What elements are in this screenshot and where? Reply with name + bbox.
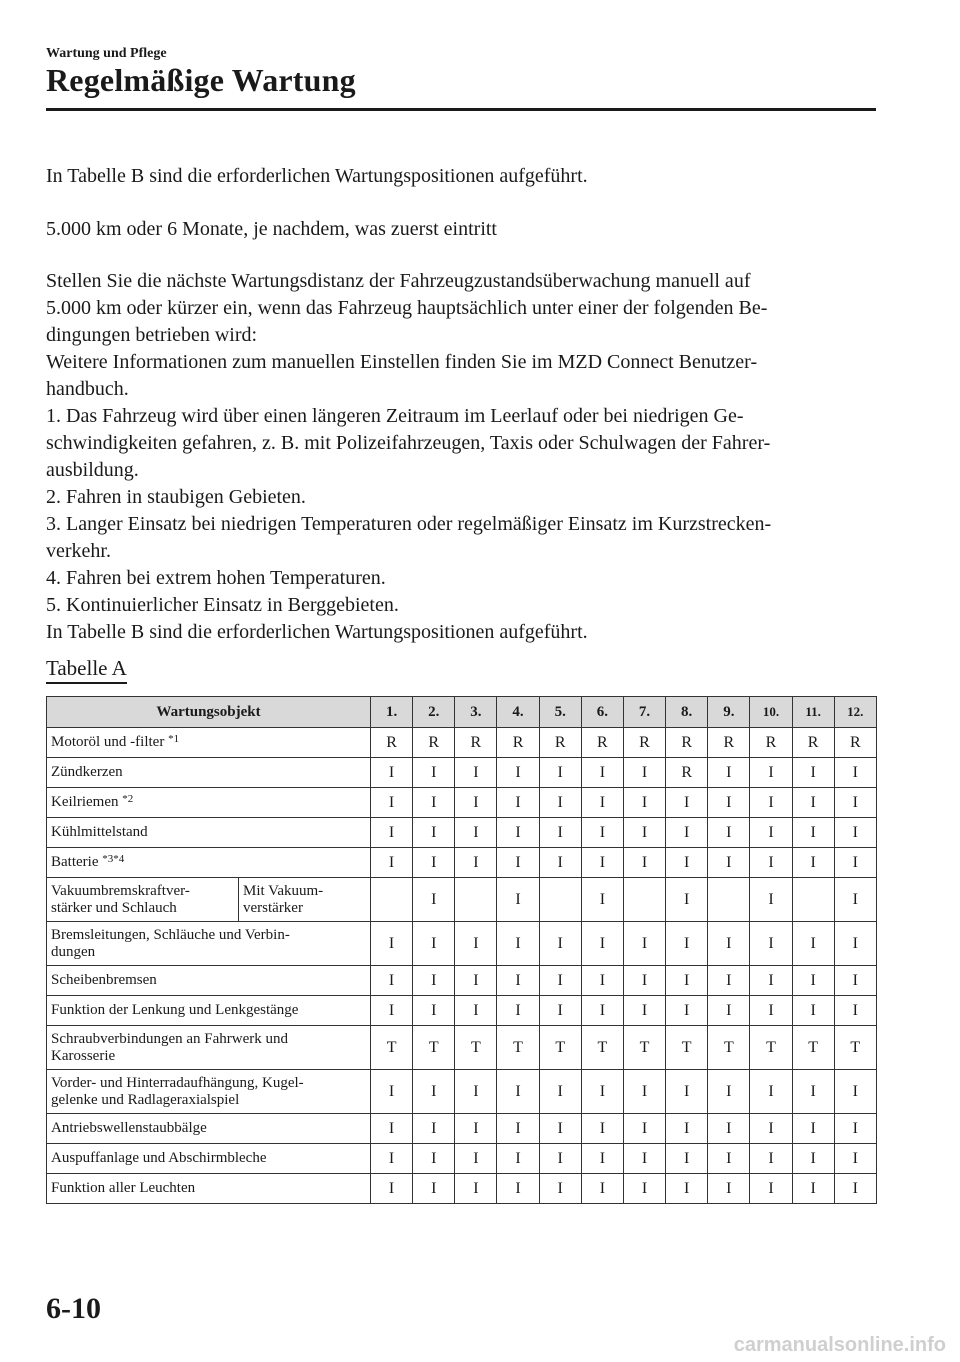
header-cell-object: Wartungsobjekt xyxy=(47,697,371,728)
interval-cell: I xyxy=(792,966,834,996)
interval-cell: I xyxy=(455,922,497,966)
interval-cell: T xyxy=(413,1026,455,1070)
interval-cell: I xyxy=(413,878,455,922)
interval-cell: I xyxy=(834,1114,876,1144)
row-label-text: Keilriemen xyxy=(51,794,123,810)
interval-cell: I xyxy=(371,922,413,966)
interval-cell: I xyxy=(750,922,792,966)
interval-cell: R xyxy=(750,728,792,758)
header-cell-interval: 5. xyxy=(539,697,581,728)
header-cell-interval: 2. xyxy=(413,697,455,728)
paragraph-line: 2. Fahren in staubigen Gebieten. xyxy=(46,486,306,508)
row-label-text: Auspuffanlage und Abschirmbleche xyxy=(51,1150,267,1166)
row-label xyxy=(47,818,371,848)
paragraph-line: handbuch. xyxy=(46,378,129,400)
interval-cell: I xyxy=(666,966,708,996)
interval-cell: I xyxy=(708,966,750,996)
interval-cell: I xyxy=(708,1070,750,1114)
interval-cell: I xyxy=(455,848,497,878)
interval-cell: T xyxy=(792,1026,834,1070)
interval-cell: I xyxy=(539,1144,581,1174)
row-label-text: stärker und Schlauch xyxy=(51,899,177,916)
row-label xyxy=(47,848,371,878)
interval-cell: I xyxy=(455,1144,497,1174)
interval-cell: I xyxy=(371,848,413,878)
interval-cell: I xyxy=(708,996,750,1026)
interval-cell: I xyxy=(750,996,792,1026)
table-row xyxy=(47,996,877,1026)
row-sublabel xyxy=(239,878,371,922)
interval-cell: I xyxy=(455,1174,497,1204)
interval-cell: I xyxy=(581,878,623,922)
interval-cell: I xyxy=(371,1114,413,1144)
interval-cell: I xyxy=(623,1070,665,1114)
interval-cell: I xyxy=(834,788,876,818)
interval-cell: I xyxy=(623,1174,665,1204)
interval-cell: I xyxy=(413,1114,455,1144)
header-rule xyxy=(46,108,876,111)
interval-cell: R xyxy=(455,728,497,758)
interval-cell: I xyxy=(539,1070,581,1114)
interval-cell: I xyxy=(708,788,750,818)
interval-cell: I xyxy=(666,922,708,966)
interval-cell: I xyxy=(834,922,876,966)
row-label xyxy=(47,1174,371,1204)
interval-cell: I xyxy=(623,996,665,1026)
header-cell-interval: 11. xyxy=(792,697,834,728)
header-cell-interval: 6. xyxy=(581,697,623,728)
interval-cell xyxy=(539,878,581,922)
paragraph-line: 1. Das Fahrzeug wird über einen längeren Zeitraum im Leerlauf oder bei niedrigen Ge- xyxy=(46,405,744,427)
interval-cell: I xyxy=(455,1070,497,1114)
interval-cell: I xyxy=(497,878,539,922)
interval-cell: T xyxy=(539,1026,581,1070)
interval-cell: I xyxy=(750,788,792,818)
interval-cell: I xyxy=(708,818,750,848)
interval-cell: I xyxy=(539,966,581,996)
interval-cell: I xyxy=(666,1070,708,1114)
paragraph-line: verkehr. xyxy=(46,540,111,562)
interval-cell: I xyxy=(792,818,834,848)
section-label: Wartung und Pflege xyxy=(46,46,167,61)
interval-cell: R xyxy=(623,728,665,758)
interval-cell: R xyxy=(666,758,708,788)
row-label xyxy=(47,996,371,1026)
interval-cell: I xyxy=(750,1114,792,1144)
interval-cell: T xyxy=(834,1026,876,1070)
row-label-text: Antriebswellenstaubbälge xyxy=(51,1120,207,1136)
row-label-text: Zündkerzen xyxy=(51,764,123,780)
interval-cell: I xyxy=(750,818,792,848)
table-row xyxy=(47,878,877,922)
interval-cell: I xyxy=(413,1174,455,1204)
interval-cell: I xyxy=(581,966,623,996)
interval-cell: I xyxy=(750,878,792,922)
interval-cell: I xyxy=(371,788,413,818)
table-row xyxy=(47,728,877,758)
interval-cell: I xyxy=(623,848,665,878)
interval-cell: I xyxy=(666,818,708,848)
interval-cell: I xyxy=(623,818,665,848)
interval-cell: I xyxy=(623,922,665,966)
interval-cell: I xyxy=(413,1144,455,1174)
interval-cell: I xyxy=(539,848,581,878)
interval-cell: I xyxy=(497,922,539,966)
interval-cell: I xyxy=(455,996,497,1026)
header-cell-interval: 7. xyxy=(623,697,665,728)
interval-cell xyxy=(792,878,834,922)
interval-cell: I xyxy=(834,1144,876,1174)
interval-cell: I xyxy=(581,1174,623,1204)
table-header-row xyxy=(47,697,877,728)
page-number: 6-10 xyxy=(46,1292,101,1325)
interval-cell: I xyxy=(497,818,539,848)
interval-cell: I xyxy=(708,1114,750,1144)
row-label xyxy=(47,1144,371,1174)
table-row xyxy=(47,1174,877,1204)
row-label-text: Funktion aller Leuchten xyxy=(51,1180,196,1196)
row-label-text: Batterie xyxy=(51,854,103,870)
interval-cell: I xyxy=(792,758,834,788)
interval-cell: I xyxy=(371,966,413,996)
interval-cell: I xyxy=(497,1114,539,1144)
interval-cell: T xyxy=(371,1026,413,1070)
row-label-text: Schraubverbindungen an Fahrwerk und xyxy=(51,1030,289,1047)
row-label xyxy=(47,1114,371,1144)
table-row xyxy=(47,966,877,996)
row-sublabel-text: verstärker xyxy=(243,899,303,916)
interval-cell: I xyxy=(623,1144,665,1174)
interval-cell: I xyxy=(750,966,792,996)
interval-cell: I xyxy=(497,996,539,1026)
row-label-text: dungen xyxy=(51,943,96,960)
interval-cell: T xyxy=(708,1026,750,1070)
interval-cell: I xyxy=(623,758,665,788)
interval-cell: I xyxy=(834,996,876,1026)
interval-cell: I xyxy=(539,1114,581,1144)
interval-cell: I xyxy=(666,1114,708,1144)
paragraph-line: Stellen Sie die nächste Wartungsdistanz der Fahrzeugzustandsüberwachung manuell auf xyxy=(46,270,751,292)
interval-cell: I xyxy=(792,1144,834,1174)
header-cell-interval: 4. xyxy=(497,697,539,728)
interval-cell: I xyxy=(539,1174,581,1204)
interval-cell: I xyxy=(371,996,413,1026)
interval-cell: I xyxy=(371,1144,413,1174)
interval-cell: I xyxy=(497,758,539,788)
row-label-text: Vorder- und Hinterradaufhängung, Kugel- xyxy=(51,1074,304,1091)
header-cell-interval: 1. xyxy=(371,697,413,728)
interval-cell: T xyxy=(623,1026,665,1070)
interval-cell: I xyxy=(792,848,834,878)
row-label-text: gelenke und Radlageraxialspiel xyxy=(51,1091,240,1108)
interval-cell: R xyxy=(792,728,834,758)
watermark: carmanualsonline.info xyxy=(733,1334,946,1356)
row-label xyxy=(47,922,371,966)
header-cell-interval: 9. xyxy=(708,697,750,728)
interval-cell: I xyxy=(455,966,497,996)
header-cell-interval: 10. xyxy=(750,697,792,728)
interval-cell: I xyxy=(834,758,876,788)
interval-cell: I xyxy=(371,1070,413,1114)
interval-cell: I xyxy=(750,848,792,878)
interval-cell: I xyxy=(750,1174,792,1204)
interval-cell: I xyxy=(497,788,539,818)
interval-cell: I xyxy=(792,996,834,1026)
row-label-text: Scheibenbremsen xyxy=(51,972,157,988)
interval-cell: I xyxy=(455,758,497,788)
footnote-marker: *2 xyxy=(122,793,134,805)
paragraph-line: ausbildung. xyxy=(46,459,139,481)
interval-cell: I xyxy=(581,758,623,788)
interval-cell: I xyxy=(413,1070,455,1114)
interval-cell: I xyxy=(750,758,792,788)
paragraph-line: In Tabelle B sind die erforderlichen Wartungspositionen aufgeführt. xyxy=(46,621,588,643)
paragraph-line: 4. Fahren bei extrem hohen Temperaturen. xyxy=(46,567,386,589)
interval-cell: R xyxy=(497,728,539,758)
interval-cell: I xyxy=(623,788,665,818)
interval-cell: I xyxy=(666,996,708,1026)
interval-cell: I xyxy=(371,818,413,848)
row-label-text: Bremsleitungen, Schläuche und Verbin- xyxy=(51,926,290,943)
row-label-text: Kühlmittelstand xyxy=(51,824,148,840)
page-title: Regelmäßige Wartung xyxy=(46,62,356,98)
interval-paragraph: 5.000 km oder 6 Monate, je nachdem, was zuerst eintritt xyxy=(46,218,497,240)
interval-cell: I xyxy=(455,1114,497,1144)
paragraph-line: 5. Kontinuierlicher Einsatz in Berggebieten. xyxy=(46,594,399,616)
interval-cell: I xyxy=(413,758,455,788)
table-row xyxy=(47,758,877,788)
interval-cell: I xyxy=(623,1114,665,1144)
interval-cell: I xyxy=(371,1174,413,1204)
interval-cell: I xyxy=(497,1070,539,1114)
interval-cell: I xyxy=(792,922,834,966)
interval-cell: I xyxy=(666,848,708,878)
interval-cell: R xyxy=(581,728,623,758)
interval-cell: I xyxy=(623,966,665,996)
table-row xyxy=(47,1144,877,1174)
interval-cell: I xyxy=(834,1174,876,1204)
interval-cell: I xyxy=(581,1070,623,1114)
interval-cell: I xyxy=(581,848,623,878)
interval-cell: I xyxy=(413,922,455,966)
interval-cell: R xyxy=(539,728,581,758)
table-row xyxy=(47,1026,877,1070)
interval-cell xyxy=(455,878,497,922)
interval-cell: I xyxy=(708,1144,750,1174)
interval-cell: I xyxy=(497,966,539,996)
interval-cell: I xyxy=(413,966,455,996)
interval-cell: T xyxy=(581,1026,623,1070)
paragraph-line: 5.000 km oder kürzer ein, wenn das Fahrzeug hauptsächlich unter einer der folgenden Be- xyxy=(46,297,768,319)
interval-cell: I xyxy=(708,1174,750,1204)
interval-cell xyxy=(708,878,750,922)
row-label-text: Motoröl und -filter xyxy=(51,734,169,750)
table-row xyxy=(47,818,877,848)
row-label xyxy=(47,1070,371,1114)
interval-cell: I xyxy=(834,966,876,996)
interval-cell: R xyxy=(371,728,413,758)
interval-cell: I xyxy=(792,1114,834,1144)
interval-cell: I xyxy=(413,996,455,1026)
interval-cell: I xyxy=(581,788,623,818)
paragraph-line: dingungen betrieben wird: xyxy=(46,324,258,346)
header-cell-interval: 12. xyxy=(834,697,876,728)
interval-cell: I xyxy=(539,922,581,966)
interval-cell: I xyxy=(497,1144,539,1174)
interval-cell: I xyxy=(413,818,455,848)
table-row xyxy=(47,1070,877,1114)
interval-cell: I xyxy=(666,1174,708,1204)
interval-cell: I xyxy=(834,848,876,878)
table-row xyxy=(47,1114,877,1144)
row-label-text: Karosserie xyxy=(51,1047,116,1064)
row-label xyxy=(47,966,371,996)
interval-cell: R xyxy=(834,728,876,758)
header-cell-interval: 8. xyxy=(666,697,708,728)
interval-cell: I xyxy=(666,788,708,818)
row-label xyxy=(47,728,371,758)
row-label-text: Funktion der Lenkung und Lenkgestänge xyxy=(51,1002,299,1018)
interval-cell: I xyxy=(834,1070,876,1114)
interval-cell: I xyxy=(750,1144,792,1174)
row-label xyxy=(47,1026,371,1070)
paragraph-line: schwindigkeiten gefahren, z. B. mit Polizeifahrzeugen, Taxis oder Schulwagen der Fahrer- xyxy=(46,432,771,454)
interval-cell: I xyxy=(581,1144,623,1174)
interval-cell: T xyxy=(750,1026,792,1070)
interval-cell xyxy=(371,878,413,922)
interval-cell: I xyxy=(708,758,750,788)
header-cell-interval: 3. xyxy=(455,697,497,728)
interval-cell xyxy=(623,878,665,922)
maintenance-table xyxy=(46,696,877,1204)
interval-cell: T xyxy=(666,1026,708,1070)
table-heading: Tabelle A xyxy=(46,656,127,684)
interval-cell: I xyxy=(539,996,581,1026)
interval-cell: I xyxy=(539,758,581,788)
interval-cell: I xyxy=(708,848,750,878)
paragraph-line: Weitere Informationen zum manuellen Einstellen finden Sie im MZD Connect Benutzer- xyxy=(46,351,758,373)
interval-cell: I xyxy=(581,1114,623,1144)
interval-cell: I xyxy=(413,788,455,818)
conditions-paragraph xyxy=(46,268,876,646)
interval-cell: I xyxy=(750,1070,792,1114)
row-label xyxy=(47,878,239,922)
table-row xyxy=(47,788,877,818)
interval-cell: I xyxy=(413,848,455,878)
footnote-marker: *3*4 xyxy=(102,853,125,865)
table-row xyxy=(47,922,877,966)
row-label xyxy=(47,758,371,788)
interval-cell: I xyxy=(708,922,750,966)
interval-cell: I xyxy=(539,818,581,848)
interval-cell: I xyxy=(539,788,581,818)
row-label-text: Vakuumbremskraftver- xyxy=(51,882,190,899)
interval-cell: I xyxy=(497,848,539,878)
interval-cell: I xyxy=(792,788,834,818)
footnote-marker: *1 xyxy=(168,733,180,745)
interval-cell: I xyxy=(455,788,497,818)
interval-cell: I xyxy=(581,922,623,966)
interval-cell: I xyxy=(792,1174,834,1204)
table-row xyxy=(47,848,877,878)
interval-cell: I xyxy=(792,1070,834,1114)
interval-cell: I xyxy=(834,818,876,848)
row-sublabel-text: Mit Vakuum- xyxy=(243,882,324,899)
interval-cell: I xyxy=(455,818,497,848)
interval-cell: I xyxy=(666,878,708,922)
row-label xyxy=(47,788,371,818)
interval-cell: R xyxy=(413,728,455,758)
interval-cell: R xyxy=(708,728,750,758)
interval-cell: R xyxy=(666,728,708,758)
interval-cell: I xyxy=(497,1174,539,1204)
interval-cell: I xyxy=(666,1144,708,1174)
paragraph-line: 3. Langer Einsatz bei niedrigen Temperaturen oder regelmäßiger Einsatz im Kurzstrecken- xyxy=(46,513,772,535)
interval-cell: I xyxy=(581,996,623,1026)
interval-cell: I xyxy=(834,878,876,922)
intro-paragraph: In Tabelle B sind die erforderlichen Wartungspositionen aufgeführt. xyxy=(46,165,588,187)
interval-cell: T xyxy=(497,1026,539,1070)
interval-cell: I xyxy=(371,758,413,788)
interval-cell: T xyxy=(455,1026,497,1070)
interval-cell: I xyxy=(581,818,623,848)
